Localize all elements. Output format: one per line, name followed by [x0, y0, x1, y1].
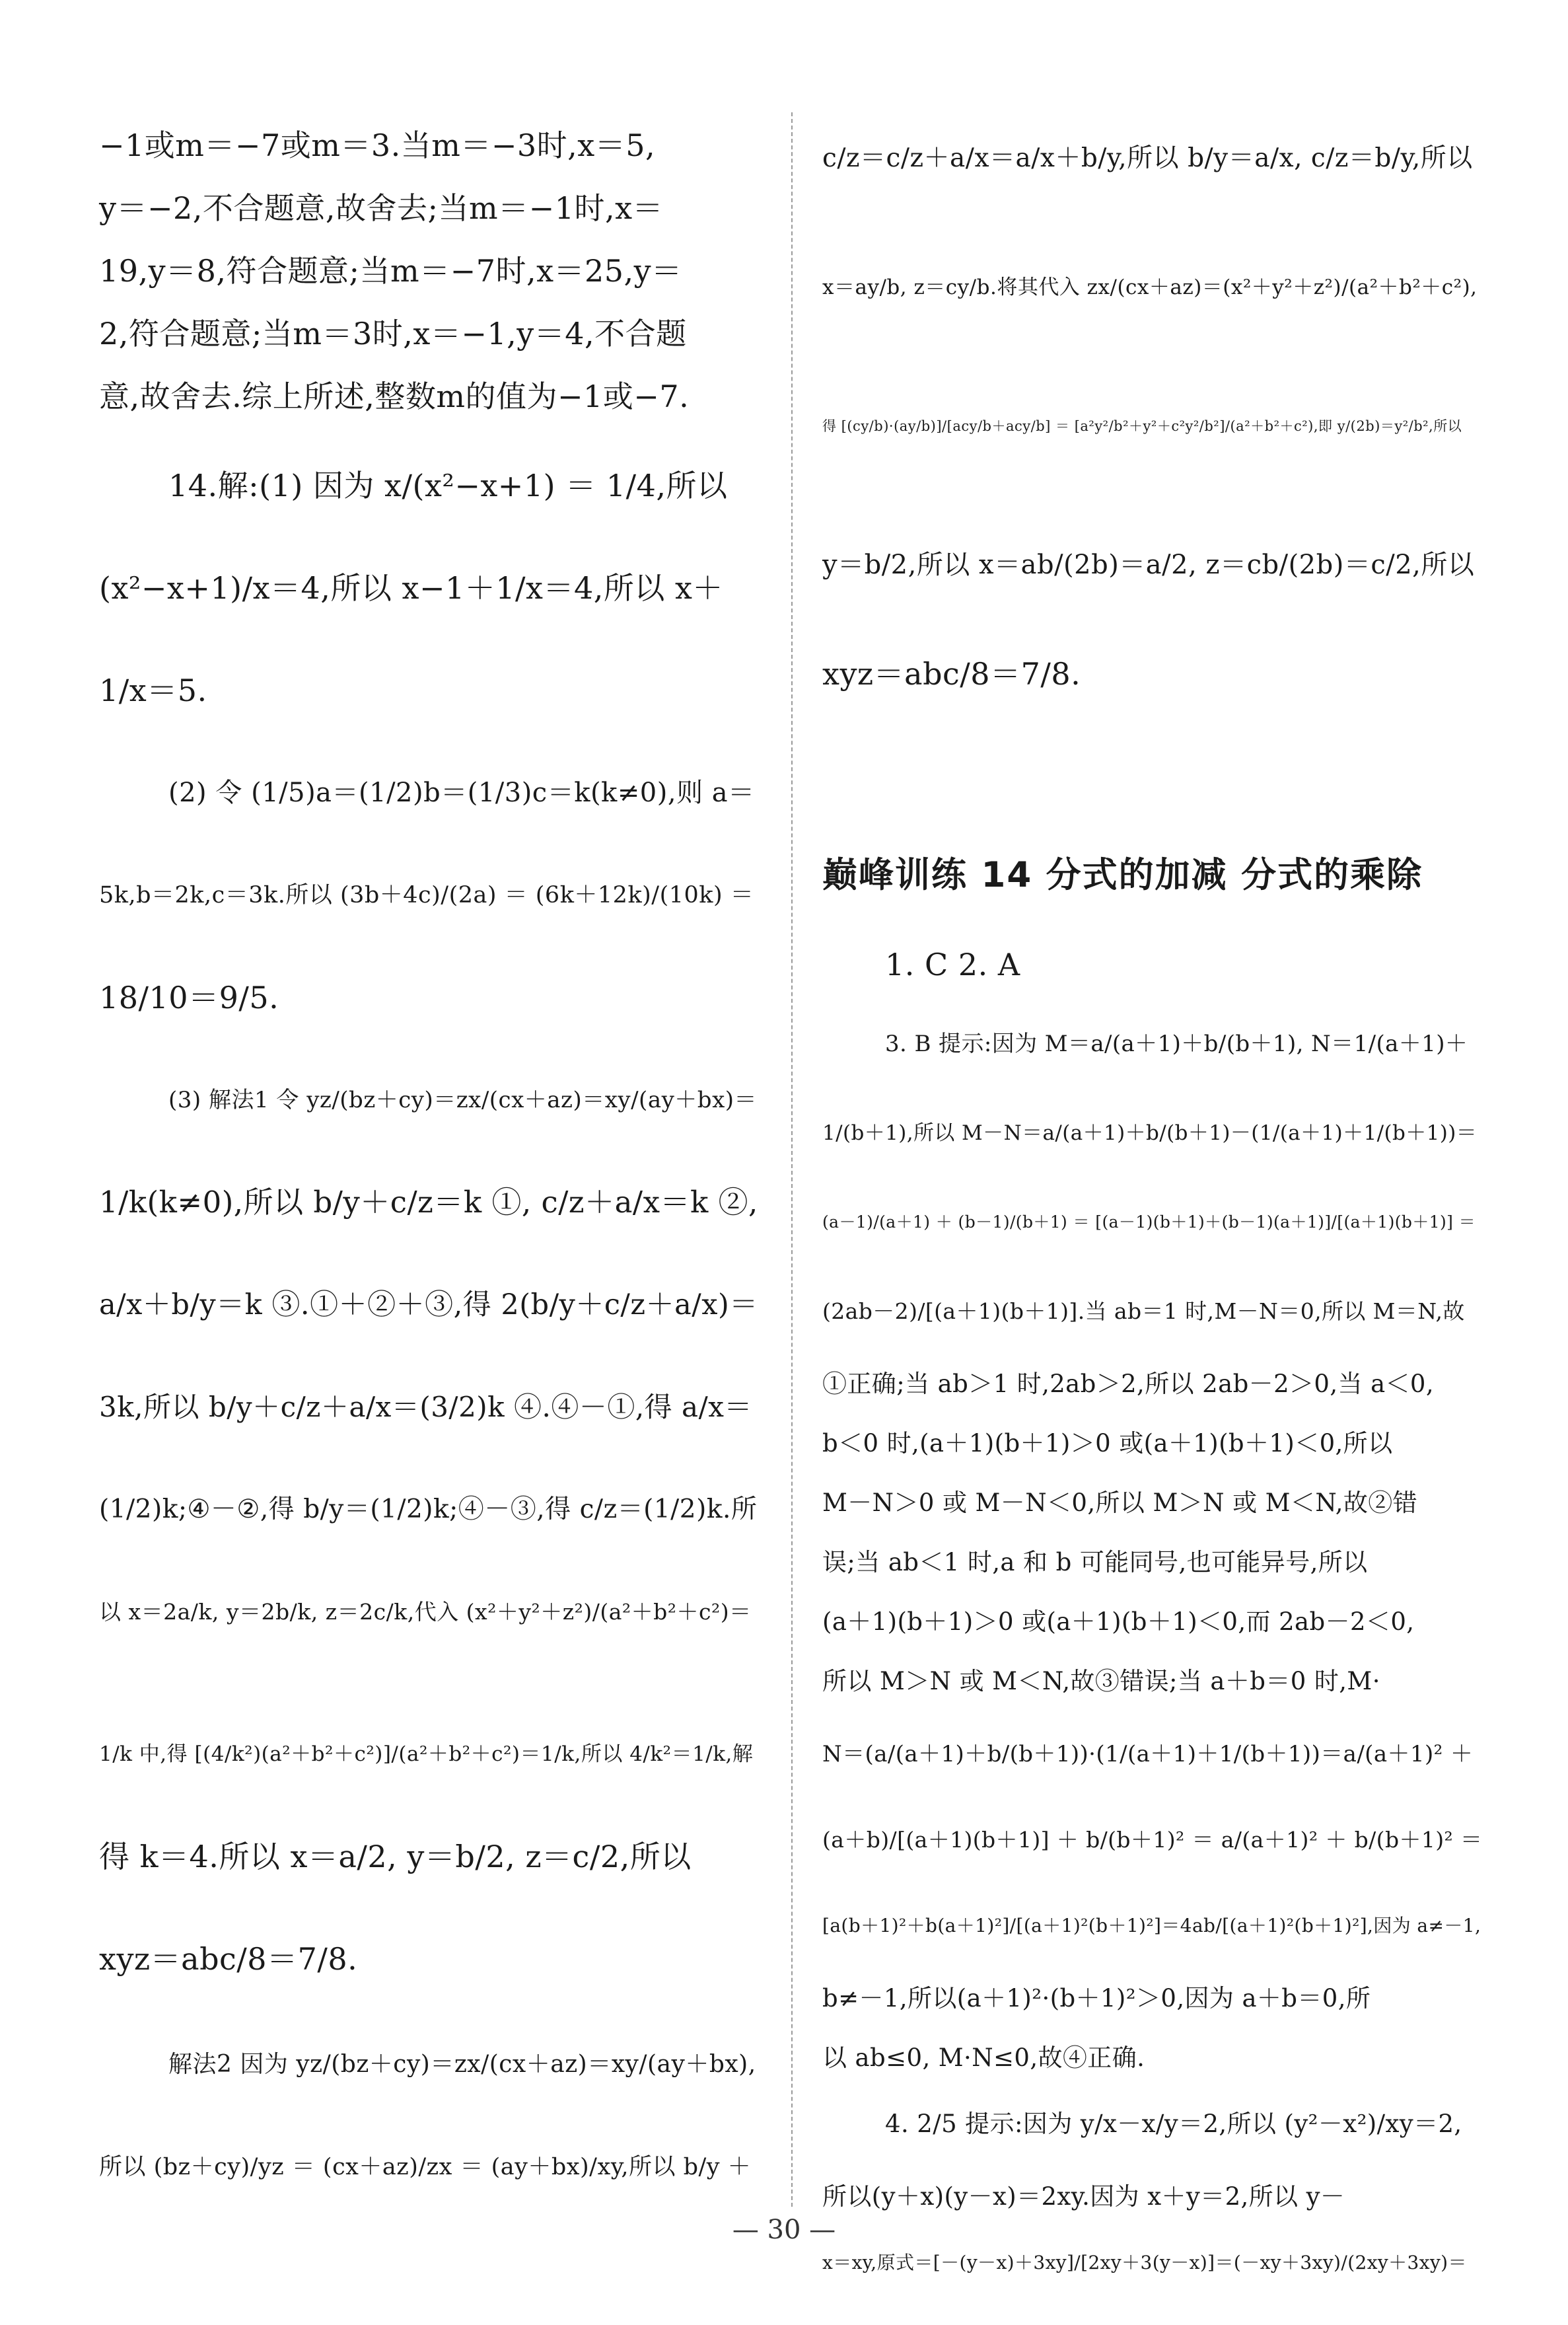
problem-14-header: 14.解:(1) 因为 x/(x²−x+1) ＝ 1/4,所以	[168, 468, 728, 503]
text-line: 1/k(k≠0),所以 b/y＋c/z＝k ①, c/z＋a/x＝k ②,	[99, 1185, 758, 1220]
text-line: (x²−x+1)/x＝4,所以 x−1＋1/x＝4,所以 x＋	[99, 570, 723, 606]
problem-14-part-2: (2) 令 (1/5)a＝(1/2)b＝(1/3)c＝k(k≠0),则 a＝	[168, 778, 755, 808]
answer-3-hint: 3. B 提示:因为 M＝a/(a＋1)＋b/(b＋1), N＝1/(a＋1)＋	[885, 1031, 1468, 1057]
text-line: x＝xy,原式＝[－(y－x)＋3xy]/[2xy＋3(y－x)]＝(－xy＋3xy)/(2xy＋3xy)＝	[822, 2252, 1467, 2273]
text-line: xyz＝abc/8＝7/8.	[99, 1941, 358, 1977]
text-line: 误;当 ab＜1 时,a 和 b 可能同号,也可能异号,所以	[822, 1548, 1368, 1576]
text-line: 以 ab≤0, M·N≤0,故④正确.	[822, 2044, 1145, 2072]
text-line: (1/2)k;④－②,得 b/y＝(1/2)k;④－③,得 c/z＝(1/2)k.所	[99, 1495, 758, 1524]
text-line: 2,符合题意;当m＝3时,x＝−1,y＝4,不合题	[99, 316, 687, 351]
text-line: 所以(y＋x)(y－x)＝2xy.因为 x＋y＝2,所以 y－	[822, 2182, 1345, 2211]
text-line: xyz＝abc/8＝7/8.	[822, 656, 1081, 692]
text-line: (a＋b)/[(a＋1)(b＋1)] ＋ b/(b＋1)² ＝ a/(a＋1)² ＋ b/(b＋1)² ＝	[822, 1827, 1483, 1853]
text-line: M－N＞0 或 M－N＜0,所以 M＞N 或 M＜N,故②错	[822, 1489, 1418, 1517]
text-line: [a(b＋1)²＋b(a＋1)²]/[(a＋1)²(b＋1)²]＝4ab/[(a＋1)²(b＋1)²],因为 a≠－1,	[822, 1915, 1481, 1937]
text-line: (a－1)/(a＋1) ＋ (b－1)/(b＋1) ＝ [(a－1)(b＋1)＋(b－1)(a＋1)]/[(a＋1)(b＋1)] ＝	[822, 1212, 1476, 1232]
text-line: (a＋1)(b＋1)＞0 或(a＋1)(b＋1)＜0,而 2ab－2＜0,	[822, 1607, 1415, 1636]
text-line: (2ab－2)/[(a＋1)(b＋1)].当 ab＝1 时,M－N＝0,所以 M＝N,故	[822, 1298, 1465, 1324]
text-line: b≠－1,所以(a＋1)²·(b＋1)²＞0,因为 a＋b＝0,所	[822, 1984, 1371, 2012]
problem-14-part-3-method-1: (3) 解法1 令 yz/(bz＋cy)＝zx/(cx＋az)＝xy/(ay＋bx)＝	[168, 1087, 758, 1113]
text-line: c/z＝c/z＋a/x＝a/x＋b/y,所以 b/y＝a/x, c/z＝b/y,所以	[822, 143, 1473, 173]
text-line: 19,y＝8,符合题意;当m＝−7时,x＝25,y＝	[99, 253, 682, 289]
text-line: 意,故舍去.综上所述,整数m的值为−1或−7.	[99, 379, 690, 414]
problem-14-part-3-method-2: 解法2 因为 yz/(bz＋cy)＝zx/(cx＋az)＝xy/(ay＋bx),	[168, 2051, 756, 2078]
text-line: b＜0 时,(a＋1)(b＋1)＞0 或(a＋1)(b＋1)＜0,所以	[822, 1429, 1393, 1458]
text-line: 得 [(cy/b)·(ay/b)]/[acy/b＋acy/b] ＝ [a²y²/b²＋y²＋c²y²/b²]/(a²＋b²＋c²),即 y/(2b)＝y²/b²,所以	[822, 418, 1462, 434]
text-line: 1/(b＋1),所以 M－N＝a/(a＋1)＋b/(b＋1)－(1/(a＋1)＋1/(b＋1))＝	[822, 1121, 1478, 1145]
section-title: 巅峰训练 14 分式的加减 分式的乘除	[822, 855, 1423, 895]
text-line: a/x＋b/y＝k ③.①＋②＋③,得 2(b/y＋c/z＋a/x)＝	[99, 1288, 758, 1321]
column-divider	[791, 112, 793, 2207]
text-line: x＝ay/b, z＝cy/b.将其代入 zx/(cx＋az)＝(x²＋y²＋z²)/(a²＋b²＋c²),	[822, 276, 1478, 299]
text-line: 5k,b＝2k,c＝3k.所以 (3b＋4c)/(2a) ＝ (6k＋12k)/(10k) ＝	[99, 882, 754, 908]
text-line: 18/10＝9/5.	[99, 980, 279, 1015]
text-line: 以 x＝2a/k, y＝2b/k, z＝2c/k,代入 (x²＋y²＋z²)/(a²＋b²＋c²)＝	[99, 1599, 752, 1625]
text-line: 所以 M＞N 或 M＜N,故③错误;当 a＋b＝0 时,M·	[822, 1667, 1380, 1695]
text-line: 得 k＝4.所以 x＝a/2, y＝b/2, z＝c/2,所以	[99, 1839, 692, 1874]
text-line: 3k,所以 b/y＋c/z＋a/x＝(3/2)k ④.④－①,得 a/x＝	[99, 1391, 752, 1423]
text-line: −1或m＝−7或m＝3.当m＝−3时,x＝5,	[99, 128, 656, 163]
text-line: 1/x＝5.	[99, 673, 207, 708]
answer-4-hint: 4. 2/5 提示:因为 y/x－x/y＝2,所以 (y²－x²)/xy＝2,	[885, 2110, 1462, 2138]
text-line: 所以 (bz＋cy)/yz ＝ (cx＋az)/zx ＝ (ay＋bx)/xy,所以 b/y ＋	[99, 2154, 752, 2180]
text-line: y＝b/2,所以 x＝ab/(2b)＝a/2, z＝cb/(2b)＝c/2,所以	[822, 550, 1475, 580]
page-number: — 30 —	[732, 2215, 836, 2245]
text-line: ①正确;当 ab＞1 时,2ab＞2,所以 2ab－2＞0,当 a＜0,	[822, 1370, 1435, 1398]
answers-1-2: 1. C 2. A	[885, 947, 1020, 982]
text-line: N＝(a/(a＋1)＋b/(b＋1))·(1/(a＋1)＋1/(b＋1))＝a/(a＋1)² ＋	[822, 1741, 1474, 1767]
text-line: y＝−2,不合题意,故舍去;当m＝−1时,x＝	[99, 190, 664, 226]
text-line: 1/k 中,得 [(4/k²)(a²＋b²＋c²)]/(a²＋b²＋c²)＝1/k,所以 4/k²＝1/k,解	[99, 1742, 754, 1766]
